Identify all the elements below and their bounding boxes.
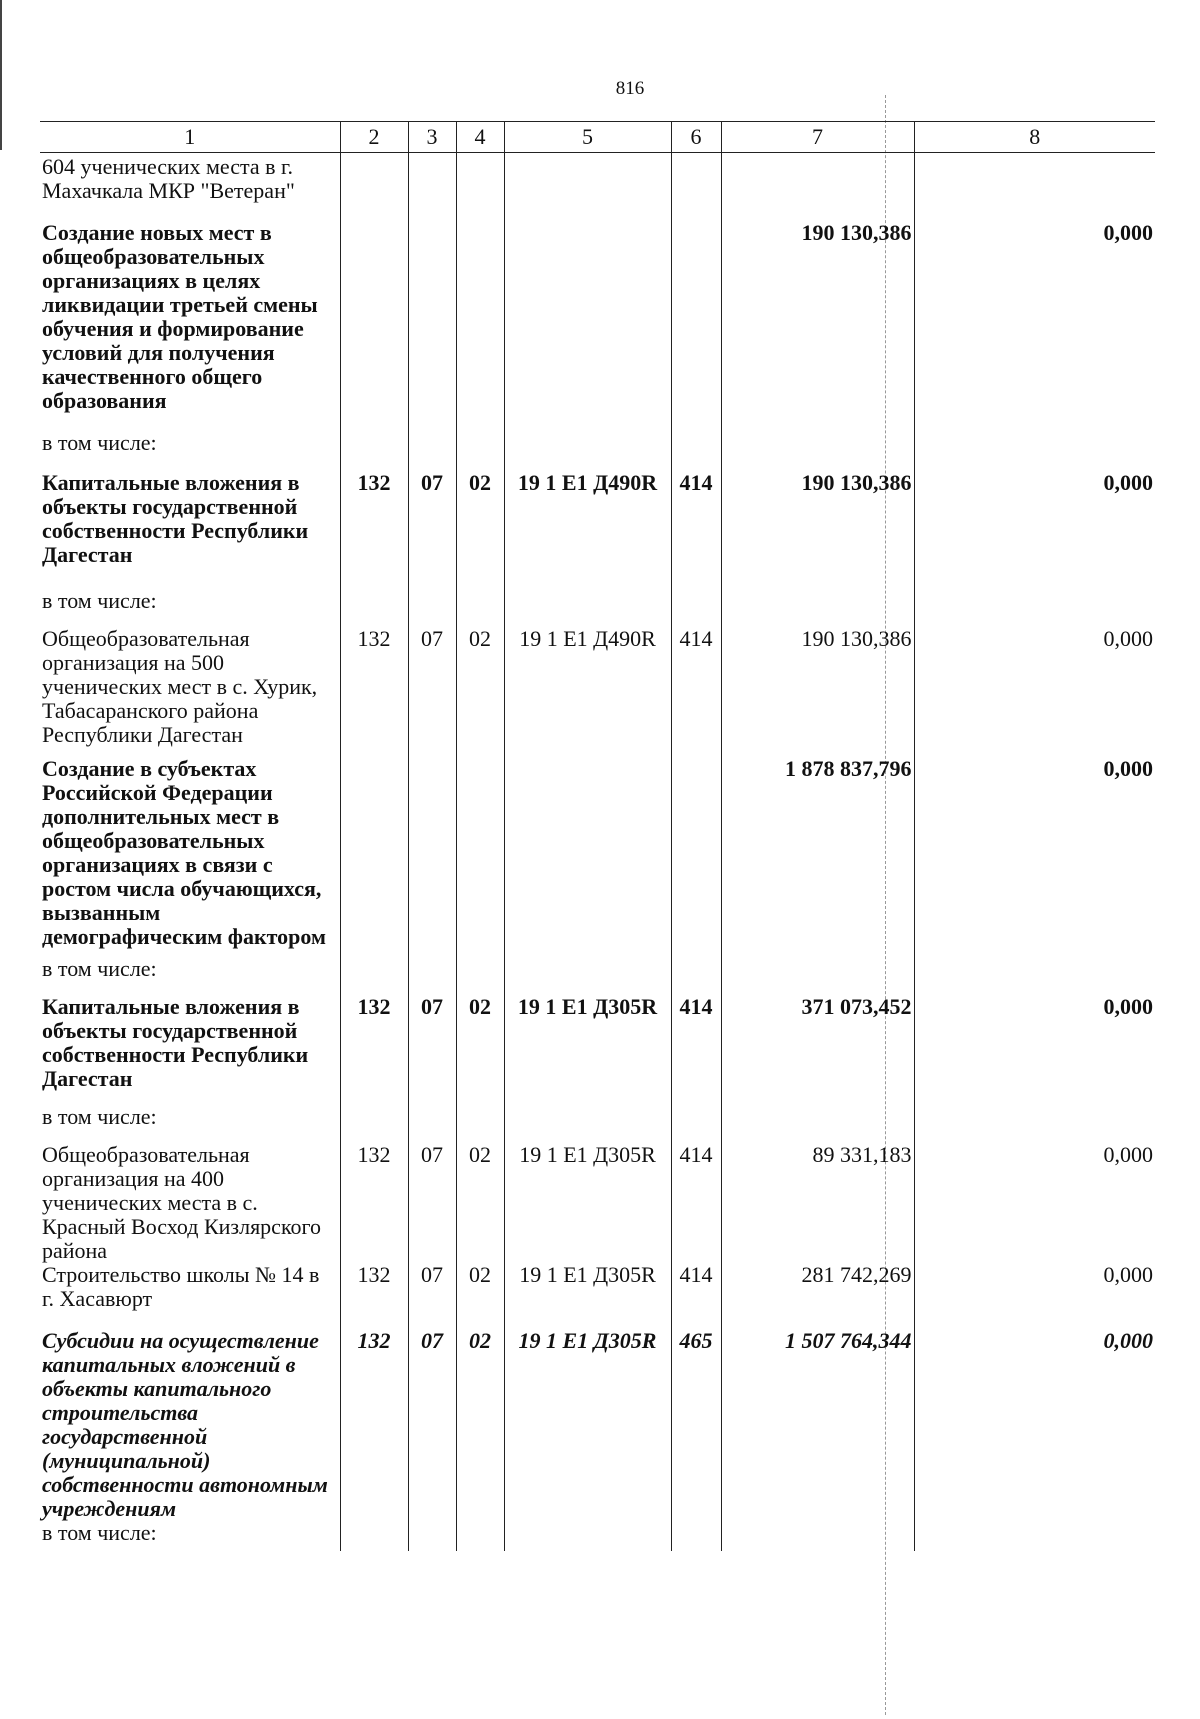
code-section (408, 957, 456, 995)
code-section: 07 (408, 1329, 456, 1521)
code-expense (671, 153, 721, 221)
code-expense (671, 1105, 721, 1143)
code-expense: 465 (671, 1329, 721, 1521)
code-target (504, 957, 671, 995)
table-row (40, 1329, 1155, 1521)
amount-col8: 0,000 (914, 757, 1155, 957)
code-ministry (340, 1521, 408, 1551)
code-ministry: 132 (340, 627, 408, 757)
table-row (40, 431, 1155, 471)
code-subsection (456, 1105, 504, 1143)
code-section (408, 1105, 456, 1143)
code-ministry (340, 957, 408, 995)
item-name: Капитальные вложения в объекты государственной собственности Республики Дагестан (42, 469, 309, 567)
code-ministry (340, 153, 408, 221)
code-ministry: 132 (340, 1329, 408, 1521)
code-subsection: 02 (456, 471, 504, 589)
amount-col7: 190 130,386 (721, 221, 914, 431)
amount-col7 (721, 589, 914, 627)
code-section (408, 1521, 456, 1551)
amount-col8: 0,000 (914, 221, 1155, 431)
item-name: Капитальные вложения в объекты государственной собственности Республики Дагестан (42, 993, 309, 1091)
code-expense: 414 (671, 627, 721, 757)
code-target: 19 1 E1 Д305R (504, 1263, 671, 1329)
amount-col7: 1 878 837,796 (721, 757, 914, 957)
code-target (504, 589, 671, 627)
code-subsection (456, 757, 504, 957)
amount-col8: 0,000 (914, 627, 1155, 757)
code-ministry: 132 (340, 471, 408, 589)
item-name: в том числе: (42, 1519, 157, 1545)
table-row (40, 589, 1155, 627)
table-row (40, 957, 1155, 995)
code-ministry: 132 (340, 1143, 408, 1263)
table-row (40, 221, 1155, 431)
code-target (504, 153, 671, 221)
code-ministry (340, 757, 408, 957)
col-header-2: 2 (340, 122, 408, 153)
code-section: 07 (408, 1263, 456, 1329)
code-target (504, 431, 671, 471)
code-section (408, 153, 456, 221)
page-number: 816 (615, 78, 645, 99)
code-section: 07 (408, 471, 456, 589)
table-row (40, 1143, 1155, 1263)
amount-col7: 1 507 764,344 (721, 1329, 914, 1521)
table-row (40, 1521, 1155, 1551)
col-header-6: 6 (671, 122, 721, 153)
col-header-1: 1 (40, 122, 340, 153)
amount-col8 (914, 1105, 1155, 1143)
code-section (408, 589, 456, 627)
code-section: 07 (408, 995, 456, 1105)
code-target (504, 1105, 671, 1143)
item-name: в том числе: (42, 587, 157, 613)
code-expense (671, 589, 721, 627)
code-expense: 414 (671, 1143, 721, 1263)
item-name: Субсидии на осуществление капитальных вложений в объекты капитального строительства государственной (муниципальной) собственности автономным учреждениям (42, 1327, 328, 1521)
code-section (408, 221, 456, 431)
table-row (40, 1105, 1155, 1143)
code-subsection: 02 (456, 1329, 504, 1521)
col-header-8: 8 (914, 122, 1155, 153)
code-expense: 414 (671, 1263, 721, 1329)
code-expense (671, 221, 721, 431)
amount-col7: 190 130,386 (721, 471, 914, 589)
code-target: 19 1 E1 Д305R (504, 1143, 671, 1263)
code-ministry (340, 221, 408, 431)
scan-edge-line (0, 0, 2, 150)
amount-col8 (914, 153, 1155, 221)
amount-col7 (721, 957, 914, 995)
code-target (504, 757, 671, 957)
item-name: в том числе: (42, 955, 157, 981)
amount-col7 (721, 1521, 914, 1551)
code-expense (671, 1521, 721, 1551)
item-name: в том числе: (42, 429, 157, 455)
code-ministry: 132 (340, 995, 408, 1105)
table-row (40, 995, 1155, 1105)
code-expense (671, 957, 721, 995)
code-expense (671, 431, 721, 471)
amount-col8: 0,000 (914, 471, 1155, 589)
code-subsection (456, 153, 504, 221)
code-target: 19 1 E1 Д305R (504, 1329, 671, 1521)
item-name: Создание новых мест в общеобразовательных организациях в целях ликвидации третьей смены обучения и формирование условий для получения качественного общего образования (42, 219, 318, 413)
amount-col7 (721, 1105, 914, 1143)
code-subsection: 02 (456, 995, 504, 1105)
code-section (408, 431, 456, 471)
item-name: в том числе: (42, 1103, 157, 1129)
amount-col8 (914, 1521, 1155, 1551)
col-header-3: 3 (408, 122, 456, 153)
amount-col8 (914, 431, 1155, 471)
table-row (40, 471, 1155, 589)
amount-col8 (914, 589, 1155, 627)
code-subsection (456, 957, 504, 995)
code-expense: 414 (671, 471, 721, 589)
code-section: 07 (408, 627, 456, 757)
col-header-4: 4 (456, 122, 504, 153)
item-name: Общеобразовательная организация на 500 ученических мест в с. Хурик, Табасаранского района Республики Дагестан (42, 625, 318, 747)
amount-col8: 0,000 (914, 1263, 1155, 1329)
code-subsection (456, 221, 504, 431)
table-row (40, 153, 1155, 221)
item-name: Общеобразовательная организация на 400 ученических места в с. Красный Восход Кизлярского района (42, 1141, 321, 1263)
code-target: 19 1 E1 Д490R (504, 627, 671, 757)
col-header-5: 5 (504, 122, 671, 153)
amount-col7: 371 073,452 (721, 995, 914, 1105)
table-row (40, 757, 1155, 957)
code-target: 19 1 E1 Д305R (504, 995, 671, 1105)
code-ministry (340, 1105, 408, 1143)
code-subsection (456, 1521, 504, 1551)
table-header-row (40, 122, 1155, 153)
code-expense: 414 (671, 995, 721, 1105)
amount-col7 (721, 431, 914, 471)
item-name: Создание в субъектах Российской Федерации дополнительных мест в общеобразовательных организациях в связи с ростом числа обучающихся, вызванным демографическим фактором (42, 755, 326, 949)
amount-col7: 190 130,386 (721, 627, 914, 757)
code-target (504, 221, 671, 431)
col-header-7: 7 (721, 122, 914, 153)
code-subsection (456, 589, 504, 627)
amount-col7 (721, 153, 914, 221)
code-ministry (340, 589, 408, 627)
code-section: 07 (408, 1143, 456, 1263)
amount-col8: 0,000 (914, 995, 1155, 1105)
amount-col8 (914, 957, 1155, 995)
code-subsection (456, 431, 504, 471)
code-section (408, 757, 456, 957)
table-row (40, 1263, 1155, 1329)
code-target: 19 1 E1 Д490R (504, 471, 671, 589)
table-row (40, 627, 1155, 757)
code-subsection: 02 (456, 1263, 504, 1329)
amount-col7: 281 742,269 (721, 1263, 914, 1329)
code-expense (671, 757, 721, 957)
code-ministry: 132 (340, 1263, 408, 1329)
code-target (504, 1521, 671, 1551)
item-name: Строительство школы № 14 в г. Хасавюрт (42, 1261, 320, 1311)
budget-table (40, 121, 1155, 1551)
amount-col8: 0,000 (914, 1143, 1155, 1263)
item-name: 604 ученических места в г. Махачкала МКР "Ветеран" (42, 154, 295, 203)
amount-col7: 89 331,183 (721, 1143, 914, 1263)
code-subsection: 02 (456, 1143, 504, 1263)
amount-col8: 0,000 (914, 1329, 1155, 1521)
code-subsection: 02 (456, 627, 504, 757)
code-ministry (340, 431, 408, 471)
